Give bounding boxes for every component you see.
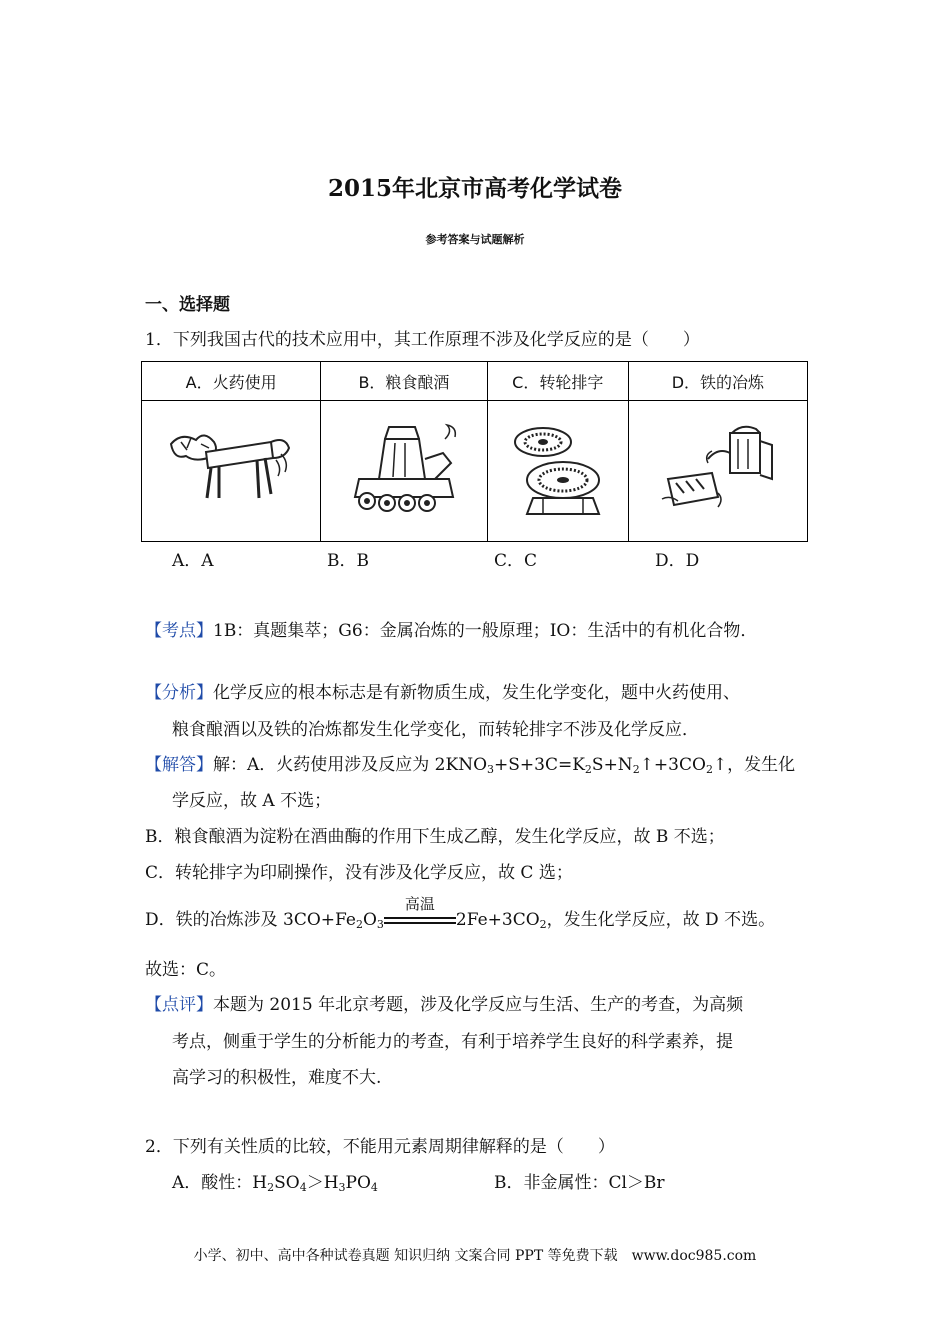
q2-option-a-text: SO <box>274 1173 300 1193</box>
dianping-line-1: 本题为 2015 年北京考题，涉及化学反应与生活、生产的考查，为高频 <box>213 995 744 1015</box>
q2-option-a <box>172 1168 378 1193</box>
section-heading: 一、选择题 <box>145 295 230 315</box>
q2-option-b: B．非金属性：Cl＞Br <box>494 1173 665 1193</box>
jieda-line-2: 学反应，故 A 不选； <box>172 791 332 811</box>
q1-header-c: C．转轮排字 <box>487 362 628 401</box>
equals-bar <box>384 917 456 919</box>
reaction-arrow <box>384 895 456 927</box>
fenxi-tag: 【分析】 <box>145 683 213 703</box>
explanation-d-text: ，发生化学反应，故 D 不选。 <box>546 910 776 930</box>
jieda-paragraph <box>145 750 795 775</box>
subscript: 2 <box>267 1181 275 1194</box>
jieda-text: S+N <box>591 755 633 775</box>
jieda-text: +S+3C=K <box>494 755 585 775</box>
answer: 故选：C。 <box>145 960 227 980</box>
dianping-paragraph <box>145 990 743 1015</box>
page-footer: 小学、初中、高中各种试卷真题 知识归纳 文案合同 PPT 等免费下载 www.doc985.com <box>193 1248 757 1264</box>
q1-choice-a: A．A <box>172 551 214 571</box>
subscript: 2 <box>705 763 713 776</box>
jieda-tag: 【解答】 <box>145 755 213 775</box>
q2-stem: 2．下列有关性质的比较，不能用元素周期律解释的是（ ） <box>145 1137 615 1157</box>
type-wheel-icon <box>487 401 628 542</box>
q1-header-b: B．粮食酿酒 <box>321 362 488 401</box>
explanation-d-text: O <box>362 910 377 930</box>
equals-bar <box>384 922 456 924</box>
fenxi-paragraph <box>145 678 740 703</box>
fenxi-line-2: 粮食酿酒以及铁的冶炼都发生化学变化，而转轮排字不涉及化学反应． <box>172 720 699 740</box>
q1-header-a: A．火药使用 <box>142 362 321 401</box>
dianping-line-3: 高学习的积极性，难度不大. <box>172 1068 382 1088</box>
q2-option-a-text: PO <box>345 1173 371 1193</box>
q1-choice-d: D．D <box>655 551 700 571</box>
explanation-d-text: D．铁的冶炼涉及 3CO+Fe <box>145 910 356 930</box>
explanation-b: B．粮食酿酒为淀粉在酒曲酶的作用下生成乙醇，发生化学反应，故 B 不选； <box>145 827 725 847</box>
dianping-tag: 【点评】 <box>145 995 213 1015</box>
q1-options-table <box>141 361 808 542</box>
subscript: 3 <box>487 763 495 776</box>
q2-option-a-text: ＞H <box>306 1173 339 1193</box>
reaction-condition: 高温 <box>404 895 435 913</box>
subscript: 2 <box>632 763 640 776</box>
q1-stem: 1．下列我国古代的技术应用中，其工作原理不涉及化学反应的是（ ） <box>145 330 700 350</box>
page-title: 2015年北京市高考化学试卷 <box>327 175 622 202</box>
q2-option-a-text: A．酸性：H <box>172 1173 268 1193</box>
subscript: 4 <box>299 1181 307 1194</box>
subscript: 3 <box>376 918 384 931</box>
explanation-c: C．转轮排字为印刷操作，没有涉及化学反应，故 C 选； <box>145 863 573 883</box>
jieda-text: 解：A．火药使用涉及反应为 2KNO <box>213 755 488 775</box>
subscript: 2 <box>539 918 547 931</box>
iron-furnace-icon <box>628 401 807 542</box>
kaodian-paragraph <box>145 616 757 641</box>
q1-choice-b: B．B <box>327 551 369 571</box>
subscript: 2 <box>584 763 592 776</box>
subscript: 2 <box>355 918 363 931</box>
jieda-text: ↑，发生化 <box>712 755 796 775</box>
explanation-d-text: 2Fe+3CO <box>455 910 540 930</box>
kaodian-text: 1B：真题集萃；G6：金属冶炼的一般原理；IO：生活中的有机化合物． <box>213 621 758 641</box>
kaodian-tag: 【考点】 <box>145 621 213 641</box>
dianping-line-2: 考点，侧重于学生的分析能力的考查，有利于培养学生良好的科学素养，提 <box>172 1032 733 1052</box>
brewing-still-icon <box>321 401 488 542</box>
explanation-d <box>145 895 776 931</box>
subscript: 3 <box>338 1181 346 1194</box>
q1-header-d: D．铁的冶炼 <box>628 362 807 401</box>
fenxi-line-1: 化学反应的根本标志是有新物质生成，发生化学变化，题中火药使用、 <box>213 683 740 703</box>
jieda-text: ↑+3CO <box>639 755 706 775</box>
q1-choice-c: C．C <box>494 551 538 571</box>
gunpowder-cart-icon <box>142 401 321 542</box>
page-subtitle: 参考答案与试题解析 <box>425 233 525 246</box>
subscript: 4 <box>370 1181 378 1194</box>
